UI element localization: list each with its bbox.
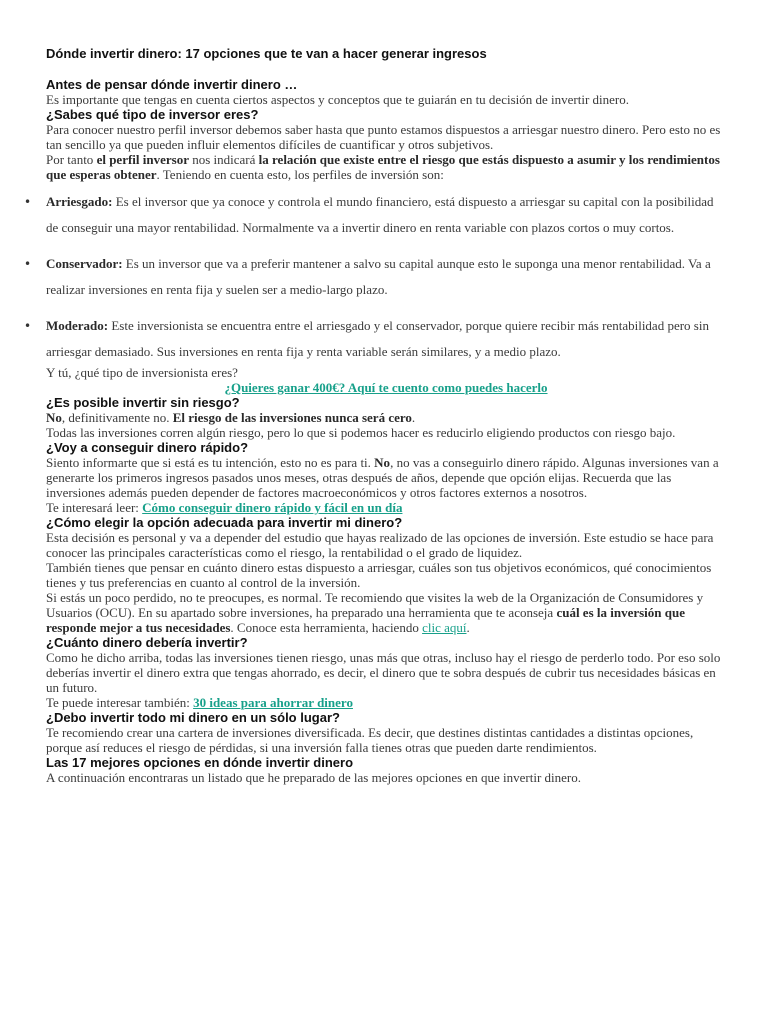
one-place-heading: ¿Debo invertir todo mi dinero en un sólo lugar? [46,710,340,725]
no-risk-heading: ¿Es posible invertir sin riesgo? [46,395,240,410]
choose-option-paragraph-3: Si estás un poco perdido, no te preocupes, es normal. Te recomiendo que visites la web de la Organización de Consumidores y Usuarios (OCU). En su apartado sobre inversiones, ha preparado una herramienta que te aconseja cuál es la inversión que responde mejor a tus necesidades. Conoce esta herramienta, haciendo clic aquí. [46,590,704,635]
investor-type-heading: ¿Sabes qué tipo de inversor eres? [46,107,259,122]
fast-money-heading: ¿Voy a conseguir dinero rápido? [46,440,249,455]
article-title: Dónde invertir dinero: 17 opciones que te van a hacer generar ingresos [46,46,487,61]
one-place-paragraph: Te recomiendo crear una cartera de inversiones diversificada. Es decir, que destines distintas cantidades a distintas opciones, porque así reduces el riesgo de pérdidas, si una inversión falla tienes otras que pueden darte rendimientos. [46,725,694,755]
promo-line [46,380,726,395]
bullet-icon: • [24,257,32,271]
choose-option-heading: ¿Cómo elegir la opción adecuada para invertir mi dinero? [46,515,403,530]
fast-money-paragraph: Siento informarte que si está es tu intención, esto no es para ti. No, no vas a conseguirlo dinero rápido. Algunas inversiones van a generarte los primeros ingresos pasados unos meses, otras después de años, depende que opción elijas. Recuerda que las inversiones además pueden depender de factores macroeconómicos y otros factores externos a nosotros. [46,455,719,500]
bullet-icon: • [24,319,32,333]
save-money-ideas-link[interactable]: 30 ideas para ahorrar dinero [193,695,353,710]
profile-item-conservador: • Conservador: Es un inversor que va a preferir mantener a salvo su capital aunque esto le suponga una menor rentabilidad. Va a realizar inversiones en renta fija y suelen ser a medio-largo plazo. [46,251,726,303]
profile-item-arriesgado: • Arriesgado: Es el inversor que ya conoce y controla el mundo financiero, está dispuesto a arriesgar su capital con la posibilidad de conseguir una mayor rentabilidad. Normalmente va a invertir dinero en renta variable con plazos cortos o muy cortos. [46,189,726,241]
investor-profiles-list [24,189,726,365]
how-much-heading: ¿Cuánto dinero debería invertir? [46,635,248,650]
article-body [24,46,726,785]
promo-link[interactable]: ¿Quieres ganar 400€? Aquí te cuento como puedes hacerlo [224,380,548,395]
fast-money-link[interactable]: Cómo conseguir dinero rápido y fácil en un día [142,500,403,515]
choose-option-paragraph-2: También tienes que pensar en cuánto dinero estas dispuesto a arriesgar, cuáles son tus objetivos económicos, qué conocimientos tienes y tus preferencias en cuanto al control de la inversión. [46,560,712,590]
intro-heading: Antes de pensar dónde invertir dinero … [46,77,298,92]
investor-type-paragraph-2: Por tanto el perfil inversor nos indicará la relación que existe entre el riesgo que estás dispuesto a asumir y los rendimientos que esperas obtener. Teniendo en cuenta esto, los perfiles de inversión son: [46,152,720,182]
profile-item-moderado: • Moderado: Este inversionista se encuentra entre el arriesgado y el conservador, porque quiere recibir más rentabilidad pero sin arriesgar demasiado. Sus inversiones en renta fija y renta variable serán similares, y a medio plazo. [46,313,726,365]
investor-type-paragraph-1: Para conocer nuestro perfil inversor debemos saber hasta que punto estamos dispuestos a arriesgar nuestro dinero. Pero esto no es tan sencillo ya que pueden influir elementos difíciles de cuantificar y otros subjetivos. [46,122,721,152]
investor-question: Y tú, ¿qué tipo de inversionista eres? [46,365,238,380]
how-much-related: Te puede interesar también: 30 ideas para ahorrar dinero [46,695,353,710]
click-here-link[interactable]: clic aquí [422,620,467,635]
how-much-paragraph: Como he dicho arriba, todas las inversiones tienen riesgo, unas más que otras, incluso hay el riesgo de perderlo todo. Por eso solo deberías invertir el dinero extra que tengas ahorrado, es decir, el dinero que te sobra después de cubrir tus necesidades básicas en un futuro. [46,650,721,695]
fast-money-related: Te interesará leer: Cómo conseguir dinero rápido y fácil en un día [46,500,403,515]
no-risk-paragraph-1: No, definitivamente no. El riesgo de las inversiones nunca será cero. [46,410,416,425]
choose-option-paragraph-1: Esta decisión es personal y va a depender del estudio que hayas realizado de las opciones de inversión. Este estudio se hace para conocer las principales características como el riesgo, la rentabilidad o el grado de liquidez. [46,530,714,560]
no-risk-paragraph-2: Todas las inversiones corren algún riesgo, pero lo que si podemos hacer es reducirlo eligiendo productos con riesgo bajo. [46,425,676,440]
best-options-paragraph: A continuación encontraras un listado que he preparado de las mejores opciones en que invertir dinero. [46,770,581,785]
bullet-icon: • [24,195,32,209]
best-options-heading: Las 17 mejores opciones en dónde invertir dinero [46,755,354,770]
intro-text: Es importante que tengas en cuenta ciertos aspectos y conceptos que te guiarán en tu decisión de invertir dinero. [46,92,629,107]
